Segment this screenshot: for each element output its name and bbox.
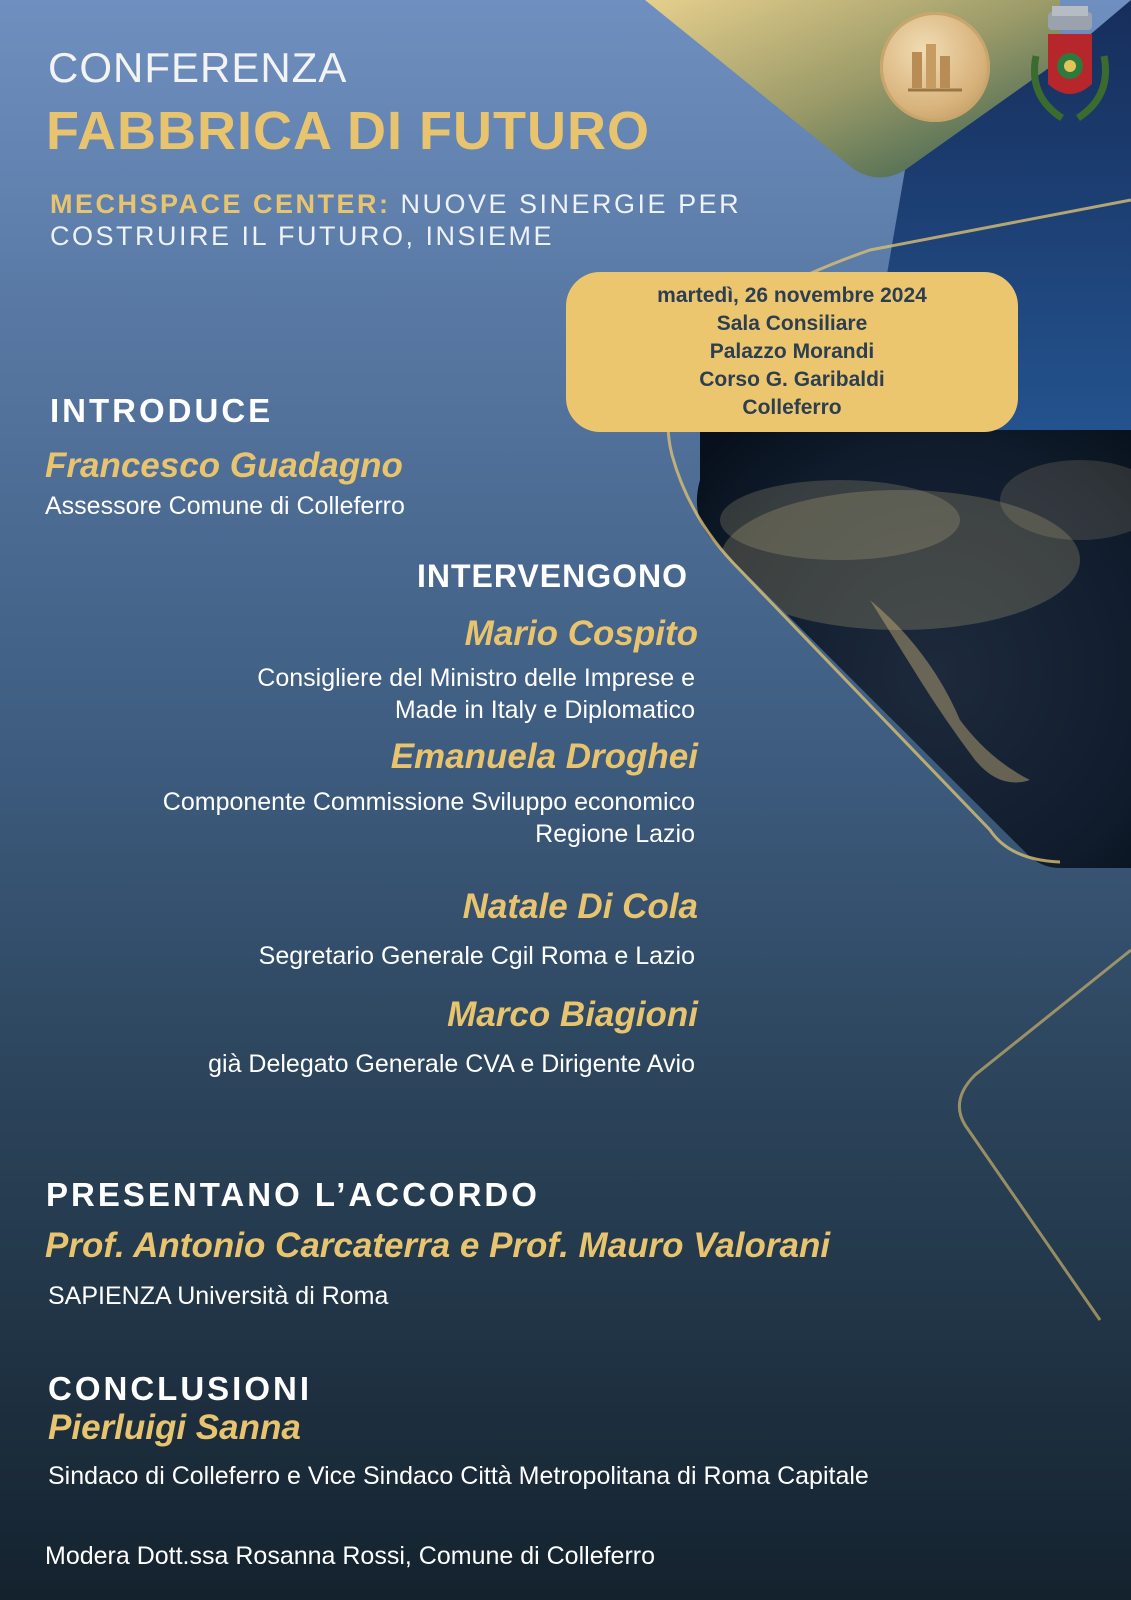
- speaker-role-line1: già Delegato Generale CVA e Dirigente Avio: [208, 1050, 695, 1078]
- speaker-role-line1: Componente Commissione Sviluppo economico: [162, 788, 695, 816]
- speaker-role-line1: Segretario Generale Cgil Roma e Lazio: [258, 942, 695, 970]
- speaker-name: Mario Cospito: [464, 614, 698, 653]
- subtitle-text: NUOVE SINERGIE PER COSTRUIRE IL FUTURO, INSIEME: [50, 189, 742, 251]
- speaker-name: Natale Di Cola: [462, 887, 698, 926]
- event-date: martedì, 26 novembre 2024: [657, 284, 927, 307]
- accordo-heading: PRESENTANO L’ACCORDO: [46, 1176, 540, 1213]
- anniversary-logo: [880, 12, 990, 122]
- event-building: Palazzo Morandi: [709, 340, 875, 363]
- conference-title: FABBRICA DI FUTURO: [46, 101, 650, 161]
- subtitle-highlight: MECHSPACE CENTER:: [50, 189, 391, 219]
- introduce-name: Francesco Guadagno: [45, 446, 403, 485]
- speaker-role-line2: Made in Italy e Diplomatico: [394, 696, 695, 724]
- speaker-name: Emanuela Droghei: [390, 737, 698, 776]
- conference-label: CONFERENZA: [48, 44, 348, 91]
- speaker-role-line2: Regione Lazio: [535, 820, 695, 848]
- accordo-names: Prof. Antonio Carcaterra e Prof. Mauro Valorani: [45, 1226, 831, 1265]
- event-room: Sala Consiliare: [716, 312, 868, 335]
- event-city: Colleferro: [742, 396, 842, 419]
- conference-subtitle: [50, 188, 770, 252]
- conclusioni-name: Pierluigi Sanna: [48, 1408, 301, 1447]
- moderator-text: Modera Dott.ssa Rosanna Rossi, Comune di Colleferro: [45, 1542, 655, 1570]
- speaker-role-line1: Consigliere del Ministro delle Imprese e: [257, 664, 695, 692]
- conclusioni-role: Sindaco di Colleferro e Vice Sindaco Città Metropolitana di Roma Capitale: [48, 1462, 869, 1490]
- accordo-affiliation: SAPIENZA Università di Roma: [48, 1282, 389, 1310]
- event-info-box: [566, 272, 1018, 432]
- intervengono-heading: INTERVENGONO: [417, 558, 688, 594]
- logo-emblem-icon: [900, 32, 970, 102]
- coat-of-arms-icon: [1022, 6, 1118, 134]
- event-street: Corso G. Garibaldi: [699, 368, 885, 391]
- introduce-role: Assessore Comune di Colleferro: [45, 492, 405, 520]
- conclusioni-heading: CONCLUSIONI: [48, 1370, 312, 1407]
- introduce-heading: INTRODUCE: [50, 392, 274, 429]
- speaker-name: Marco Biagioni: [447, 995, 698, 1034]
